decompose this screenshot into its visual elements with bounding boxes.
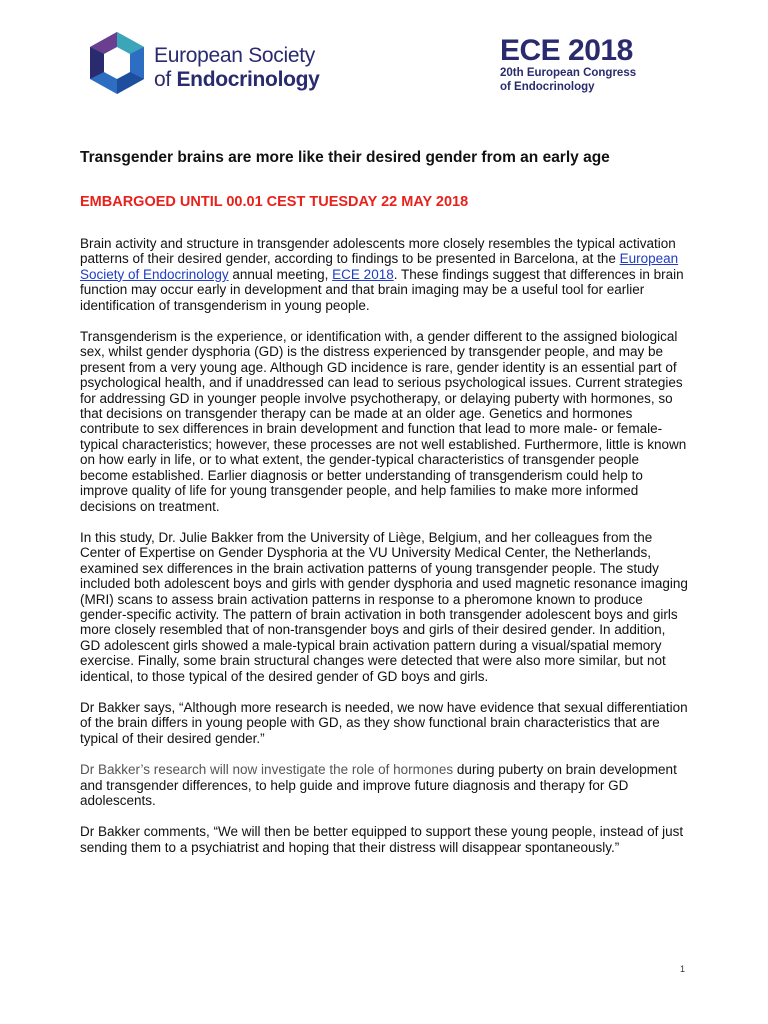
paragraph-quote: Dr Bakker says, “Although more research is needed, we now have evidence that sexual differentiation of the brain differs in young people with GD, as they show functional brain characteristics that are typical of their desired gender.”	[80, 699, 688, 746]
ese-line2	[154, 68, 320, 92]
paragraph-future-research	[80, 762, 688, 808]
ece-2018-link[interactable]: ECE 2018	[332, 266, 394, 282]
ece-logo	[500, 36, 680, 94]
headline: Transgender brains are more like their desired gender from an early age	[80, 149, 610, 166]
page-number: 1	[680, 964, 686, 974]
ese-line2-bold: Endocrinology	[176, 68, 320, 91]
paragraph-background: Transgenderism is the experience, or identification with, a gender different to the assigned biological sex, whilst gender dysphoria (GD) is the distress experienced by transgender people, and may be present from a very young age. Although GD incidence is rare, gender identity is an essential part of psychological health, and if unaddressed can lead to serious psychological issues. Current strategies for addressing GD in younger people involve psychotherapy, or delaying puberty with hormones, so that decisions on transgender therapy can be made at an older age. Genetics and hormones contribute to sex differences in brain development and function that lead to more male- or female-typical characteristics; however, these processes are not well established. Furthermore, little is known on how early in life, or to what extent, the gender-typical characteristics of transgender people become established. Earlier diagnosis or better understanding of transgenderism could help to improve quality of life for young transgender people, and help families to make more informed decisions on treatment.	[80, 329, 687, 514]
ece-subtitle-line1: 20th European Congress	[500, 67, 637, 79]
paragraph-study: In this study, Dr. Julie Bakker from the University of Liège, Belgium, and her colleagues from the Center of Expertise on Gender Dysphoria at the VU University Medical Center, the Netherlands, examined sex differences in the brain activation patterns of young transgender people. The study included both adolescent boys and girls with gender dysphoria and used magnetic resonance imaging (MRI) scans to assess brain activation patterns in response to a pheromone known to produce gender-specific activity. The pattern of brain activation in both transgender adolescent boys and girls more closely resembled that of non-transgender boys and girls of their desired gender. In addition, GD adolescent girls showed a male-typical brain activation pattern during a visual/spatial memory exercise. Finally, some brain structural changes were detected that were also more similar, but not identical, to those typical of the desired gender of GD boys and girls.	[80, 529, 688, 684]
ese-line2-prefix: of	[154, 68, 177, 91]
ese-wordmark	[154, 44, 320, 92]
p1-before: Brain activity and structure in transgender adolescents more closely resembles the typical activation patterns of their desired gender, according to findings to be presented in Barcelona, at the	[80, 236, 676, 267]
ese-link[interactable]: European Society of Endocrinology	[80, 251, 679, 282]
p1-after: . These findings suggest that differences in brain function may occur early in development and that brain imaging may be a useful tool for earlier identification of transgenderism in young people.	[80, 266, 684, 313]
ese-logo	[86, 30, 326, 102]
paragraph-intro	[80, 236, 688, 313]
p5-rest: during puberty on brain development and transgender differences, to help guide and improve future diagnosis and therapy for GD adolescents.	[80, 762, 677, 808]
embargo-notice: EMBARGOED UNTIL 00.01 CEST TUESDAY 22 MAY 2018	[80, 194, 469, 210]
ese-hexagon-icon	[86, 30, 148, 96]
ece-subtitle-line2: of Endocrinology	[500, 81, 595, 93]
ese-line1: European Society	[154, 44, 315, 67]
article-body	[80, 236, 688, 871]
p5-gray-text: Dr Bakker’s research will now investigate the role of hormones	[80, 762, 454, 778]
ece-title: ECE 2018	[500, 34, 633, 67]
p1-middle: annual meeting,	[228, 266, 333, 282]
paragraph-comment: Dr Bakker comments, “We will then be better equipped to support these young people, instead of just sending them to a psychiatrist and hoping that their distress will disappear spontaneously.”	[80, 824, 684, 855]
